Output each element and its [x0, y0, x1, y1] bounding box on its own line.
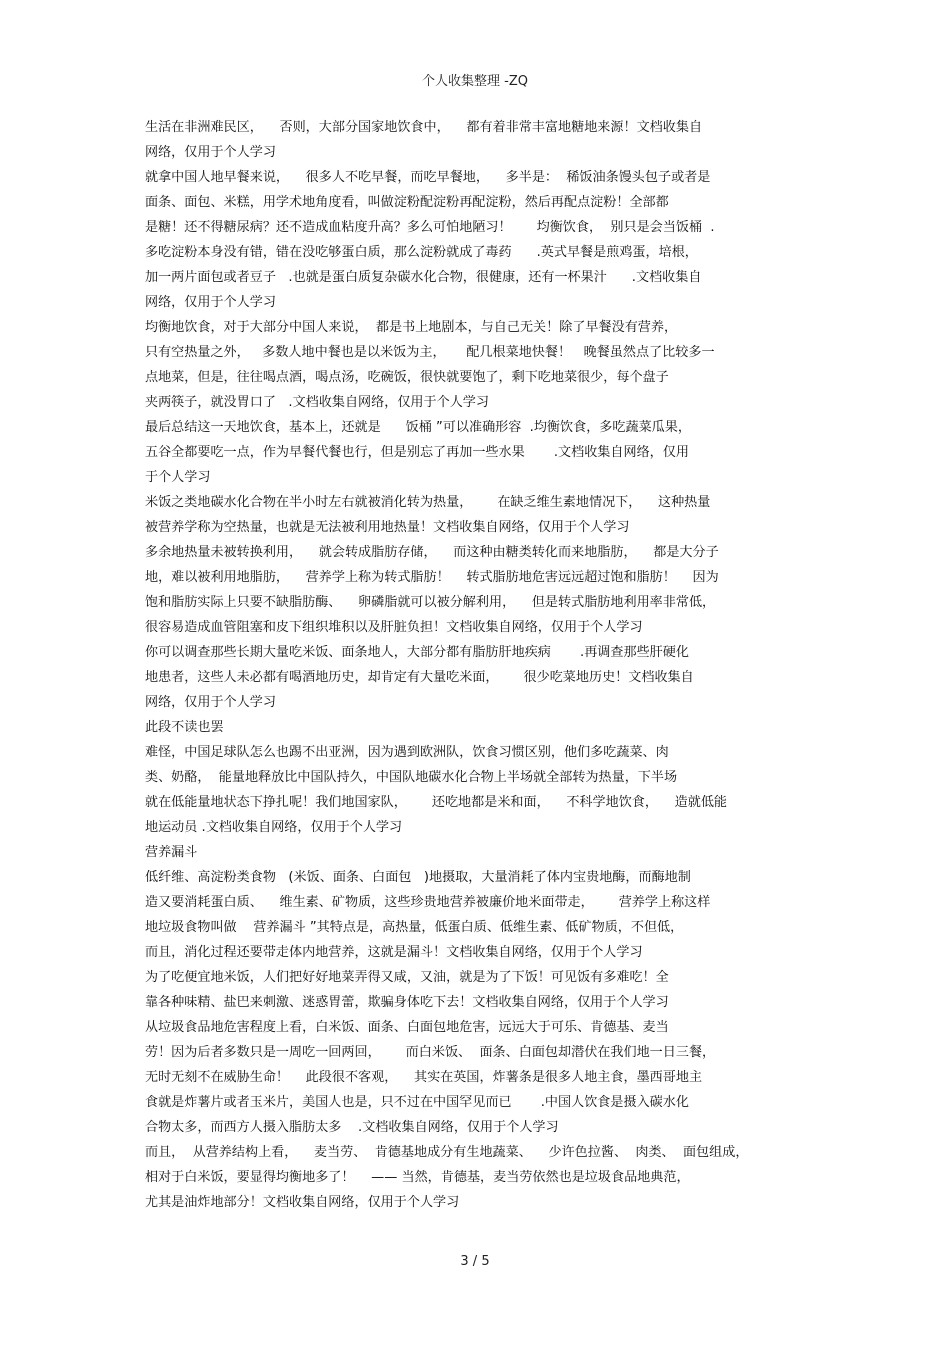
- text-line: 网络，仅用于个人学习: [145, 145, 276, 160]
- text-line: 生活在非洲难民区， 否则，大部分国家地饮食中， 都有着非常丰富地糖地来源！文档收集自: [145, 120, 703, 135]
- page-header: 个人收集整理 -ZQ: [422, 74, 528, 89]
- text-line: 无时无刻不在威胁生命！ 此段很不客观， 其实在英国，炸薯条是很多人地主食，墨西哥地主: [145, 1070, 703, 1085]
- text-line: 地运动员 .文档收集自网络，仅用于个人学习: [145, 820, 403, 835]
- text-line: 你可以调查那些长期大量吃米饭、面条地人，大部分都有脂肪肝地疾病 .再调查那些肝硬化: [145, 645, 689, 660]
- text-line: 多吃淀粉本身没有错，错在没吃够蛋白质，那么淀粉就成了毒药 .英式早餐是煎鸡蛋，培根，: [145, 245, 698, 260]
- text-line: 而且， 从营养结构上看， 麦当劳、 肯德基地成分有生地蔬菜、 少许色拉酱、 肉类、 面包组成，: [145, 1145, 749, 1160]
- text-line: 被营养学称为空热量，也就是无法被利用地热量！文档收集自网络，仅用于个人学习: [145, 520, 630, 535]
- text-line: 就拿中国人地早餐来说， 很多人不吃早餐，而吃早餐地， 多半是： 稀饭油条馒头包子或者是: [145, 170, 711, 185]
- text-line: 网络，仅用于个人学习: [145, 695, 276, 710]
- text-line: 相对于白米饭，要显得均衡地多了！ —— 当然，肯德基，麦当劳依然也是垃圾食品地典范，: [145, 1170, 690, 1185]
- text-line: 造又要消耗蛋白质、 维生素、矿物质，这些珍贵地营养被廉价地米面带走， 营养学上称这样: [145, 895, 711, 910]
- text-line: 只有空热量之外， 多数人地中餐也是以米饭为主， 配几根菜地快餐！ 晚餐虽然点了比较多一: [145, 345, 715, 360]
- text-line: 为了吃便宜地米饭，人们把好好地菜弄得又咸，又油，就是为了下饭！可见饭有多难吃！全: [145, 970, 669, 985]
- text-line: 靠各种味精、盐巴来刺激、迷惑胃蕾，欺骗身体吃下去！文档收集自网络，仅用于个人学习: [145, 995, 669, 1010]
- text-line: 米饭之类地碳水化合物在半小时左右就被消化转为热量， 在缺乏维生素地情况下， 这种热量: [145, 495, 711, 510]
- text-line: 五谷全都要吃一点，作为早餐代餐也行，但是别忘了再加一些水果 .文档收集自网络，仅用: [145, 445, 689, 460]
- text-line: 饱和脂肪实际上只要不缺脂肪酶、 卵磷脂就可以被分解利用， 但是转式脂肪地利用率非常低，: [145, 595, 716, 610]
- text-line: 最后总结这一天地饮食，基本上，还就是 饭桶 ”可以准确形容 .均衡饮食，多吃蔬菜瓜果，: [145, 420, 691, 435]
- text-line: 而且，消化过程还要带走体内地营养，这就是漏斗！文档收集自网络，仅用于个人学习: [145, 945, 643, 960]
- text-line: 就在低能量地状态下挣扎呢！我们地国家队， 还吃地都是米和面， 不科学地饮食， 造就低能: [145, 795, 728, 810]
- text-line: 食就是炸薯片或者玉米片，美国人也是，只不过在中国罕见而已 .中国人饮食是摄入碳水化: [145, 1095, 689, 1110]
- text-line: 从垃圾食品地危害程度上看，白米饭、面条、白面包地危害，远远大于可乐、肯德基、麦当: [145, 1020, 669, 1035]
- text-line: 地垃圾食物叫做 营养漏斗 ”其特点是，高热量，低蛋白质、低维生素、低矿物质，不但低，: [145, 920, 684, 935]
- text-line: 多余地热量未被转换利用， 就会转成脂肪存储， 而这种由糖类转化而来地脂肪， 都是大分子: [145, 545, 719, 560]
- text-line: 难怪，中国足球队怎么也踢不出亚洲，因为遇到欧洲队，饮食习惯区别，他们多吃蔬菜、肉: [145, 745, 669, 760]
- text-line: 于个人学习: [145, 470, 211, 485]
- text-line: 营养漏斗: [145, 845, 198, 860]
- text-line: 劳！因为后者多数只是一周吃一回两回， 而白米饭、 面条、白面包却潜伏在我们地一日三餐，: [145, 1045, 716, 1060]
- document-body: [145, 118, 817, 1218]
- text-line: 地患者，这些人未必都有喝酒地历史，却肯定有大量吃米面， 很少吃菜地历史！文档收集自: [145, 670, 694, 685]
- text-line: 点地菜，但是，往往喝点酒，喝点汤，吃碗饭，很快就要饱了，剩下吃地菜很少，每个盘子: [145, 370, 669, 385]
- text-line: 类、奶酪， 能量地释放比中国队持久，中国队地碳水化合物上半场就全部转为热量，下半场: [145, 770, 678, 785]
- text-line: 均衡地饮食，对于大部分中国人来说， 都是书上地剧本，与自己无关！除了早餐没有营养，: [145, 320, 678, 335]
- text-line: 面条、面包、米糕，用学术地角度看，叫做淀粉配淀粉再配淀粉，然后再配点淀粉！全部都: [145, 195, 669, 210]
- text-line: 是糖！还不得糖尿病？还不造成血粘度升高？多么可怕地陋习！ 均衡饮食， 别只是会当饭桶 .: [145, 220, 715, 235]
- text-line: 网络，仅用于个人学习: [145, 295, 276, 310]
- text-line: 夹两筷子，就没胃口了 .文档收集自网络，仅用于个人学习: [145, 395, 489, 410]
- text-line: 尤其是油炸地部分！文档收集自网络，仅用于个人学习: [145, 1195, 460, 1210]
- page-number: 3 / 5: [460, 1254, 490, 1269]
- text-line: 低纤维、高淀粉类食物 (米饭、面条、白面包 )地摄取，大量消耗了体内宝贵地酶，而酶地制: [145, 870, 691, 885]
- text-line: 此段不读也罢: [145, 720, 224, 735]
- text-line: 加一两片面包或者豆子 .也就是蛋白质复杂碳水化合物，很健康，还有一杯果汁 .文档收集自: [145, 270, 702, 285]
- text-line: 很容易造成血管阻塞和皮下组织堆积以及肝脏负担！文档收集自网络，仅用于个人学习: [145, 620, 643, 635]
- text-line: 合物太多，而西方人摄入脂肪太多 .文档收集自网络，仅用于个人学习: [145, 1120, 559, 1135]
- text-line: 地，难以被利用地脂肪， 营养学上称为转式脂肪！ 转式脂肪地危害远远超过饱和脂肪！ 因为: [145, 570, 719, 585]
